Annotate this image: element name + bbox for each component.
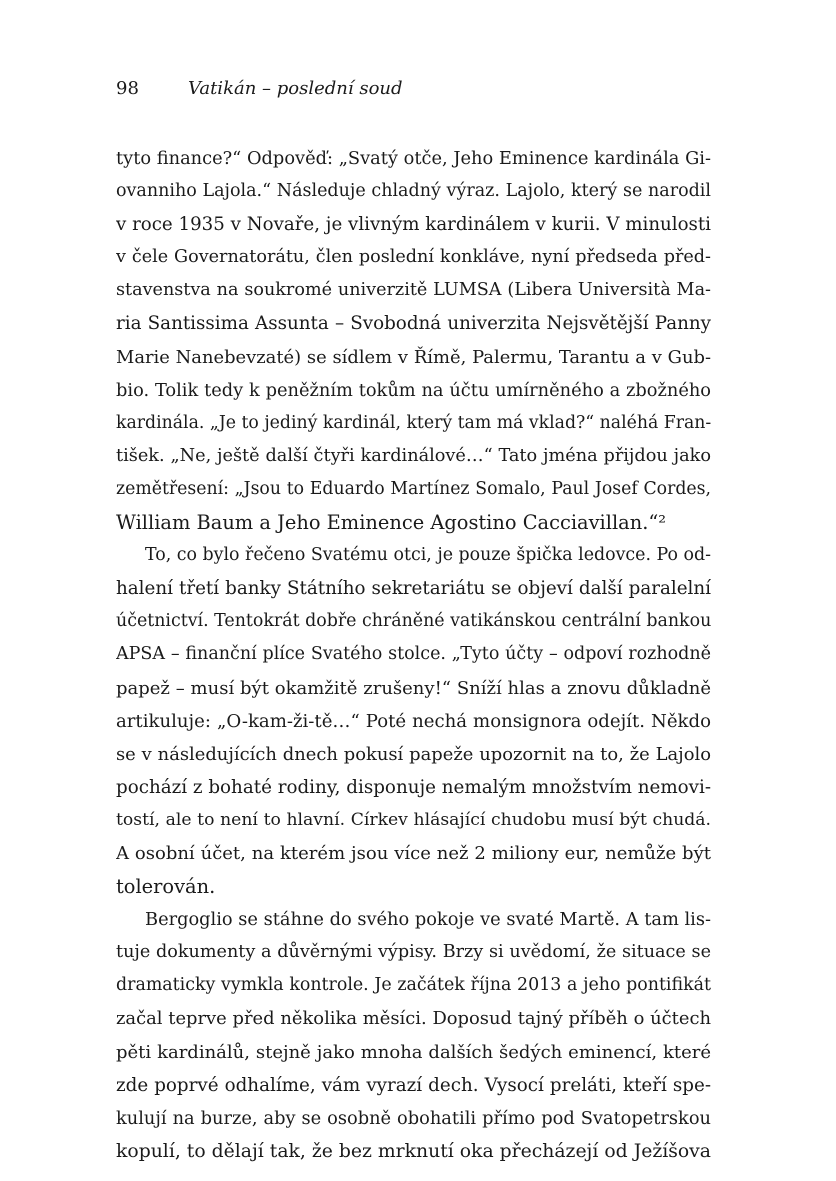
text-line: v roce 1935 v Novaře, je vlivným kardinálem v kurii. V minulosti: [116, 214, 711, 236]
text-line: tišek. „Ne, ještě další čtyři kardinálové…“ Tato jména přijdou jako: [116, 445, 711, 466]
text-line: ovanniho Lajola.“ Následuje chladný výraz. Lajolo, který se narodil: [116, 181, 711, 202]
text-line: tyto finance?“ Odpověď: „Svatý otče, Jeho Eminence kardinála Gi-: [116, 148, 711, 169]
text-line: artikuluje: „O-kam-ži-tě…“ Poté nechá monsignora odejít. Někdo: [116, 710, 711, 732]
text-line: účetnictví. Tentokrát dobře chráněné vatikánskou centrální bankou: [116, 611, 711, 632]
text-line: ria Santissima Assunta – Svobodná univerzita Nejsvětější Panny: [116, 313, 711, 335]
text-line: tostí, ale to není to hlavní. Církev hlásající chudobu musí být chudá.: [116, 809, 711, 830]
text-line: bio. Tolik tedy k peněžním tokům na účtu umírněného a zbožného: [116, 379, 711, 401]
text-line: APSA – finanční plíce Svatého stolce. „Tyto účty – odpoví rozhodně: [116, 644, 711, 665]
text-line: se v následujících dnech pokusí papeže upozornit na to, že Lajolo: [116, 743, 711, 765]
text-line: A osobní účet, na kterém jsou více než 2 miliony eur, nemůže být: [116, 842, 711, 864]
text-line: halení třetí banky Státního sekretariátu se objeví další paralelní: [116, 578, 711, 600]
text-line: Bergoglio se stáhne do svého pokoje ve svaté Martě. A tam lis-: [145, 909, 711, 931]
text-line: pěti kardinálů, stejně jako mnoha dalších šedých eminencí, které: [116, 1041, 711, 1063]
running-head: [116, 76, 716, 102]
running-head-title: Vatikán – poslední soud: [188, 78, 403, 99]
text-line: zde poprvé odhalíme, vám vyrazí dech. Vysocí preláti, kteří spe-: [116, 1074, 711, 1096]
text-line: zemětřesení: „Jsou to Eduardo Martínez Somalo, Paul Josef Cordes,: [116, 478, 711, 499]
page-number: 98: [116, 78, 139, 99]
text-line: kulují na burze, aby se osobně obohatili přímo pod Svatopetrskou: [116, 1107, 711, 1129]
text-line: tolerován.: [116, 875, 216, 899]
text-line: začal teprve před několika měsíci. Doposud tajný příběh o účtech: [116, 1008, 711, 1030]
text-line: pochází z bohaté rodiny, disponuje nemalým množstvím nemovi-: [116, 776, 711, 798]
text-line: William Baum a Jeho Eminence Agostino Cacciavillan.“²: [116, 511, 667, 535]
text-line: kopulí, to dělají tak, že bez mrknutí oka přecházejí od Ježíšova: [116, 1140, 711, 1162]
text-line: To, co bylo řečeno Svatému otci, je pouze špička ledovce. Po od-: [145, 545, 711, 566]
text-line: papež – musí být okamžitě zrušeny!“ Sníží hlas a znovu důkladně: [116, 677, 711, 699]
text-line: tuje dokumenty a důvěrnými výpisy. Brzy si uvědomí, že situace se: [116, 942, 711, 963]
text-line: v čele Governatorátu, člen poslední konkláve, nyní předseda před-: [116, 247, 711, 268]
text-line: dramaticky vymkla kontrole. Je začátek října 2013 a jeho pontifikát: [116, 975, 711, 996]
text-line: stavenstva na soukromé univerzitě LUMSA (Libera Università Ma-: [116, 280, 711, 301]
text-line: Marie Nanebevzaté) se sídlem v Římě, Palermu, Tarantu a v Gub-: [116, 346, 711, 368]
body-text: [116, 142, 711, 1168]
text-line: kardinála. „Je to jediný kardinál, který tam má vklad?“ naléhá Fran-: [116, 412, 711, 433]
